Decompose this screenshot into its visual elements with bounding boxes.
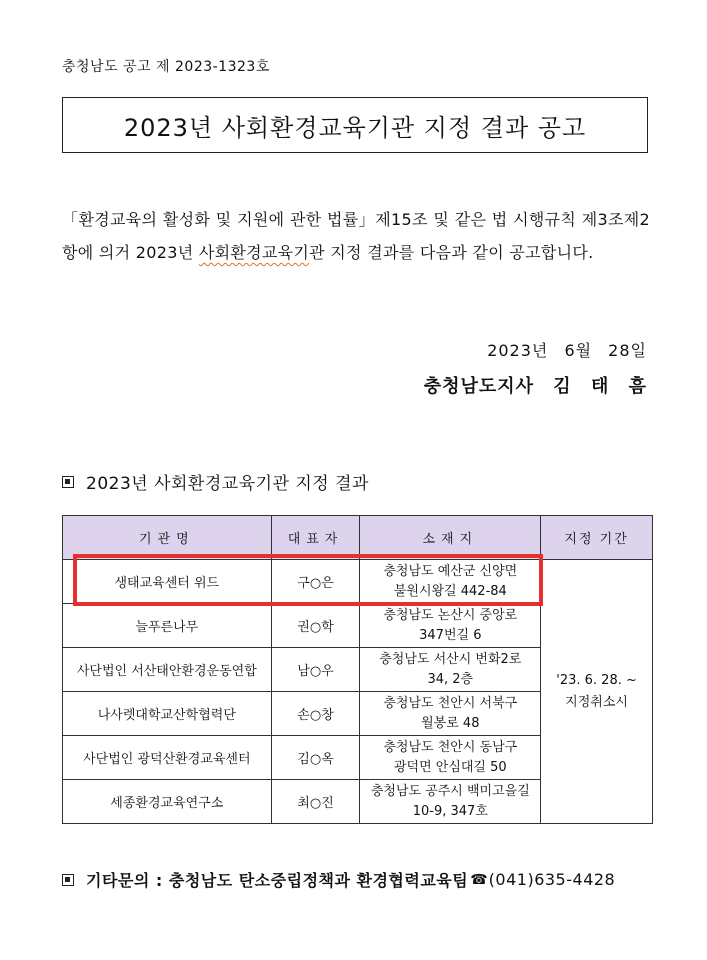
addr-cell xyxy=(360,692,541,736)
addr-line1: 충청남도 천안시 동남구 xyxy=(383,739,518,755)
contact-info xyxy=(62,868,615,891)
phone-icon: ☎ xyxy=(470,871,488,888)
section-heading-text: 2023년 사회환경교육기관 지정 결과 xyxy=(86,474,369,494)
addr-line1: 충청남도 서산시 번화2로 xyxy=(379,651,522,667)
rep-cell: 손○창 xyxy=(271,692,360,736)
addr-line2: 10-9, 347호 xyxy=(412,803,488,819)
rep-cell: 구○은 xyxy=(271,560,360,604)
rep-cell: 김○옥 xyxy=(271,736,360,780)
period-cell xyxy=(541,560,653,824)
header-org: 기관명 xyxy=(63,516,272,560)
rep-cell: 남○우 xyxy=(271,648,360,692)
addr-line1: 충청남도 천안시 서북구 xyxy=(383,695,518,711)
square-bullet-icon xyxy=(62,874,74,886)
addr-line2: 347번길 6 xyxy=(419,627,482,643)
org-cell: 세종환경교육연구소 xyxy=(63,780,272,824)
results-table xyxy=(62,515,653,824)
period-line2: 지정취소시 xyxy=(565,694,628,710)
period-line1: '23. 6. 28. ~ xyxy=(556,672,637,688)
table-header-row xyxy=(63,516,653,560)
spellcheck-underlined-text: 사회환경교육기 xyxy=(198,243,310,262)
addr-line1: 충청남도 공주시 백미고을길 xyxy=(370,783,530,799)
page-title-text: 2023년 사회환경교육기관 지정 결과 공고 xyxy=(123,113,587,142)
contact-phone: (041)635-4428 xyxy=(488,870,616,889)
addr-cell xyxy=(360,736,541,780)
header-addr: 소재지 xyxy=(360,516,541,560)
header-period: 지정 기간 xyxy=(541,516,653,560)
notice-number: 충청남도 공고 제 2023-1323호 xyxy=(62,59,270,75)
addr-line2: 불원시왕길 442-84 xyxy=(393,583,507,599)
addr-line2: 34, 2층 xyxy=(427,671,474,687)
rep-cell: 권○학 xyxy=(271,604,360,648)
header-rep: 대표자 xyxy=(271,516,360,560)
org-cell: 생태교육센터 위드 xyxy=(63,560,272,604)
addr-line2: 광덕면 안심대길 50 xyxy=(393,759,507,775)
addr-cell xyxy=(360,560,541,604)
page-title xyxy=(62,97,648,153)
addr-cell xyxy=(360,648,541,692)
square-bullet-icon xyxy=(62,476,74,488)
body-paragraph xyxy=(62,203,650,269)
addr-cell xyxy=(360,604,541,648)
org-cell: 늘푸른나무 xyxy=(63,604,272,648)
table-row xyxy=(63,560,653,604)
addr-line2: 월봉로 48 xyxy=(421,715,480,731)
section-heading xyxy=(62,469,369,494)
rep-cell: 최○진 xyxy=(271,780,360,824)
addr-cell xyxy=(360,780,541,824)
body-text-part1: 「환경교육의 활성화 및 지원에 관한 법률」제15조 및 같은 법 시행규칙 제3조제2항에 의거 2023년 xyxy=(62,210,650,262)
org-cell: 나사렛대학교산학협력단 xyxy=(63,692,272,736)
org-cell: 사단법인 서산태안환경운동연합 xyxy=(63,648,272,692)
addr-line1: 충청남도 예산군 신양면 xyxy=(383,563,518,579)
notice-date: 2023년 6월 28일 xyxy=(487,341,647,360)
signer: 충청남도지사 김 태 흠 xyxy=(423,376,647,397)
body-text-part2: 관 지정 결과를 다음과 같이 공고합니다. xyxy=(309,243,594,262)
contact-label: 기타문의 : 충청남도 탄소중립정책과 환경협력교육팀 xyxy=(86,871,469,890)
org-cell: 사단법인 광덕산환경교육센터 xyxy=(63,736,272,780)
addr-line1: 충청남도 논산시 중앙로 xyxy=(383,607,518,623)
